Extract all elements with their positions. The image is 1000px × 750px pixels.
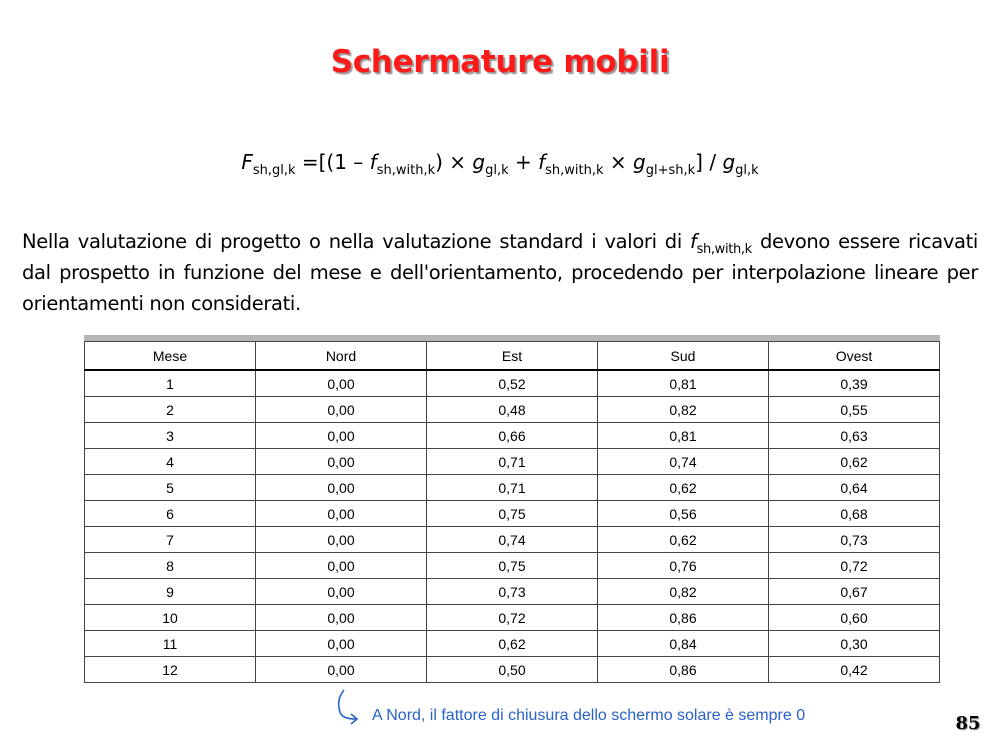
table-cell: 0,42 xyxy=(769,657,940,683)
body-variable: f xyxy=(690,230,697,253)
table-cell: 0,73 xyxy=(427,579,598,605)
table-cell: 0,39 xyxy=(769,370,940,397)
formula-subscript: sh,with,k xyxy=(545,163,604,178)
table-cell: 0,00 xyxy=(256,449,427,475)
table-row xyxy=(85,501,940,527)
formula-operator: × xyxy=(603,150,634,174)
table-cell: 0,71 xyxy=(427,475,598,501)
table-cell: 0,52 xyxy=(427,370,598,397)
footnote-text: A Nord, il fattore di chiusura dello schermo solare è sempre 0 xyxy=(372,707,806,724)
table-cell: 2 xyxy=(85,397,256,423)
table-cell: 0,74 xyxy=(598,449,769,475)
table-cell: 0,00 xyxy=(256,475,427,501)
table-cell: 0,84 xyxy=(598,631,769,657)
table-cell: 0,72 xyxy=(427,605,598,631)
data-table-container xyxy=(84,335,940,683)
table-cell: 5 xyxy=(85,475,256,501)
formula-operator: ] / xyxy=(695,150,723,174)
table-cell: 0,00 xyxy=(256,631,427,657)
table-cell: 0,74 xyxy=(427,527,598,553)
table-cell: 0,66 xyxy=(427,423,598,449)
table-cell: 0,62 xyxy=(598,527,769,553)
table-row xyxy=(85,553,940,579)
slide-title: Schermature mobili xyxy=(330,44,670,80)
table-cell: 0,00 xyxy=(256,553,427,579)
table-cell: 0,00 xyxy=(256,605,427,631)
table-cell: 0,73 xyxy=(769,527,940,553)
table-cell: 1 xyxy=(85,370,256,397)
table-body xyxy=(85,370,940,683)
column-header: Est xyxy=(427,342,598,371)
table-header-row xyxy=(85,342,940,371)
formula-operator: ) × xyxy=(435,150,473,174)
table-cell: 11 xyxy=(85,631,256,657)
table-cell: 0,00 xyxy=(256,370,427,397)
table-cell: 0,64 xyxy=(769,475,940,501)
table-cell: 12 xyxy=(85,657,256,683)
table-cell: 0,56 xyxy=(598,501,769,527)
table-row xyxy=(85,370,940,397)
table-row xyxy=(85,605,940,631)
table-cell: 0,68 xyxy=(769,501,940,527)
table-cell: 0,75 xyxy=(427,501,598,527)
formula-symbol: f xyxy=(369,150,377,174)
formula-symbol: g xyxy=(722,150,736,174)
table-cell: 0,71 xyxy=(427,449,598,475)
formula-symbol: F xyxy=(241,150,253,174)
table-row xyxy=(85,631,940,657)
table-cell: 0,62 xyxy=(769,449,940,475)
table-cell: 0,82 xyxy=(598,397,769,423)
table-cell: 0,00 xyxy=(256,501,427,527)
formula-operator: =[(1 – xyxy=(295,150,370,174)
table-cell: 0,82 xyxy=(598,579,769,605)
table-cell: 0,00 xyxy=(256,423,427,449)
table-cell: 0,62 xyxy=(598,475,769,501)
formula-subscript: gl,k xyxy=(485,163,509,178)
formula-symbol: g xyxy=(472,150,486,174)
body-variable-subscript: sh,with,k xyxy=(696,242,752,257)
table-cell: 0,76 xyxy=(598,553,769,579)
table-row xyxy=(85,475,940,501)
data-table xyxy=(84,341,940,683)
table-cell: 0,75 xyxy=(427,553,598,579)
formula-subscript: sh,gl,k xyxy=(252,163,296,178)
formula xyxy=(0,150,1000,178)
table-cell: 0,00 xyxy=(256,397,427,423)
table-cell: 0,00 xyxy=(256,527,427,553)
table-row xyxy=(85,527,940,553)
table-cell: 0,00 xyxy=(256,579,427,605)
table-row xyxy=(85,657,940,683)
table-cell: 0,81 xyxy=(598,370,769,397)
table-cell: 0,72 xyxy=(769,553,940,579)
curved-arrow-icon xyxy=(332,688,372,728)
table-cell: 7 xyxy=(85,527,256,553)
formula-subscript: gl+sh,k xyxy=(645,163,696,178)
table-cell: 0,63 xyxy=(769,423,940,449)
table-cell: 6 xyxy=(85,501,256,527)
table-row xyxy=(85,397,940,423)
table-row xyxy=(85,423,940,449)
column-header: Sud xyxy=(598,342,769,371)
table-cell: 0,67 xyxy=(769,579,940,605)
formula-operator: + xyxy=(508,150,539,174)
table-cell: 3 xyxy=(85,423,256,449)
formula-subscript: gl,k xyxy=(735,163,759,178)
body-text-part: devono essere ricavati dal prospetto in funzione del mese e dell'orientamento, procedendo per interpolazione lineare per orientamenti non considerati. xyxy=(22,230,978,315)
table-row xyxy=(85,449,940,475)
body-paragraph xyxy=(22,226,978,319)
formula-subscript: sh,with,k xyxy=(376,163,436,178)
formula-symbol: f xyxy=(538,150,546,174)
body-text-part: Nella valutazione di progetto o nella valutazione standard i valori di xyxy=(22,230,691,253)
column-header: Nord xyxy=(256,342,427,371)
table-cell: 0,86 xyxy=(598,605,769,631)
table-cell: 0,30 xyxy=(769,631,940,657)
table-cell: 0,00 xyxy=(256,657,427,683)
formula-symbol: g xyxy=(633,150,646,174)
table-cell: 0,86 xyxy=(598,657,769,683)
table-cell: 0,55 xyxy=(769,397,940,423)
column-header: Ovest xyxy=(769,342,940,371)
table-cell: 0,48 xyxy=(427,397,598,423)
table-cell: 8 xyxy=(85,553,256,579)
table-cell: 4 xyxy=(85,449,256,475)
page-number: 85 xyxy=(955,713,981,734)
table-cell: 0,60 xyxy=(769,605,940,631)
table-cell: 0,81 xyxy=(598,423,769,449)
column-header: Mese xyxy=(85,342,256,371)
table-cell: 10 xyxy=(85,605,256,631)
table-cell: 0,50 xyxy=(427,657,598,683)
table-row xyxy=(85,579,940,605)
table-cell: 0,62 xyxy=(427,631,598,657)
table-cell: 9 xyxy=(85,579,256,605)
